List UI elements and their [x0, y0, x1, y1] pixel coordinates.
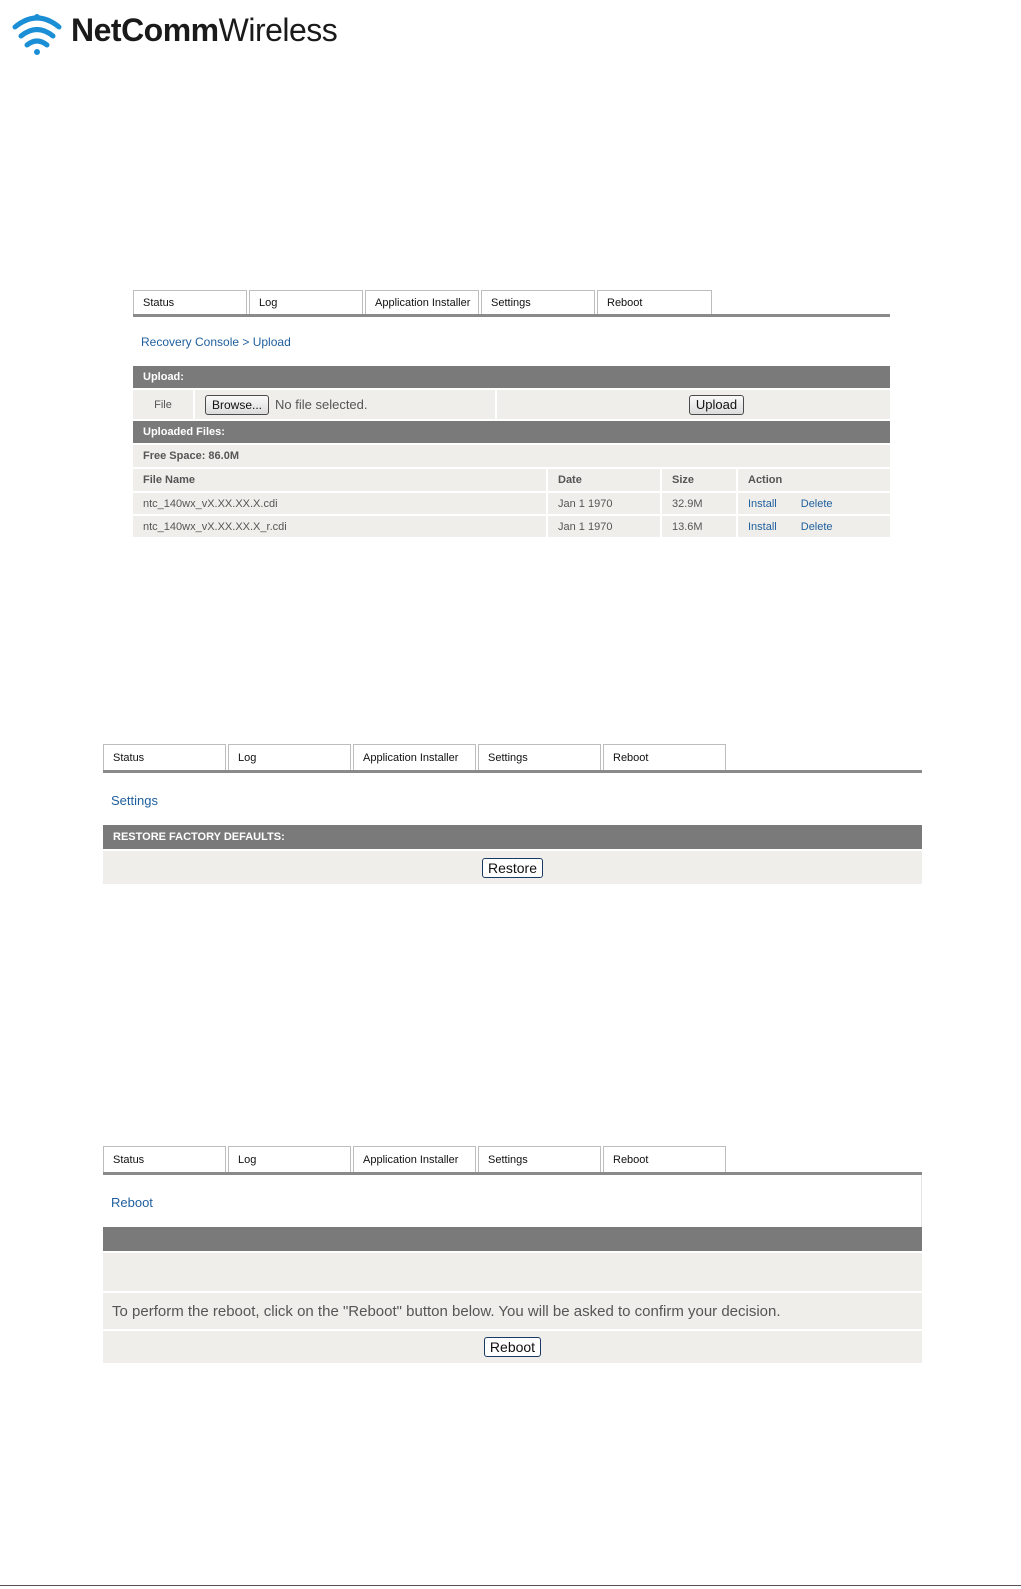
tab-reboot[interactable]: Reboot [603, 1146, 726, 1172]
install-link[interactable]: Install [748, 520, 777, 533]
tab-status[interactable]: Status [103, 1146, 226, 1172]
reboot-header [103, 1227, 922, 1251]
tab-log[interactable]: Log [249, 290, 363, 314]
bottom-divider [0, 1585, 1021, 1586]
breadcrumb[interactable]: Recovery Console > Upload [141, 335, 291, 349]
reboot-message-row [103, 1293, 922, 1329]
breadcrumb[interactable]: Reboot [111, 1195, 153, 1210]
upload-header: Upload: [133, 366, 890, 388]
restore-button[interactable]: Restore [482, 858, 543, 878]
restore-defaults-header: RESTORE FACTORY DEFAULTS: [103, 825, 922, 849]
date-cell: Jan 1 1970 [548, 516, 662, 537]
free-space-text: Free Space: 86.0M [143, 450, 239, 462]
file-name-cell: ntc_140wx_vX.XX.XX.X.cdi [133, 493, 548, 514]
size-cell: 13.6M [662, 516, 738, 537]
file-name-cell: ntc_140wx_vX.XX.XX.X_r.cdi [133, 516, 548, 537]
reboot-button[interactable]: Reboot [484, 1337, 541, 1357]
reboot-panel [103, 1146, 922, 1363]
install-link[interactable]: Install [748, 497, 777, 510]
table-row [133, 493, 890, 514]
tab-log[interactable]: Log [228, 1146, 351, 1172]
tab-reboot[interactable]: Reboot [603, 744, 726, 770]
col-size: Size [662, 469, 738, 491]
no-file-text: No file selected. [275, 397, 368, 412]
upload-button[interactable]: Upload [689, 395, 744, 415]
tab-status[interactable]: Status [133, 290, 247, 314]
delete-link[interactable]: Delete [800, 520, 833, 533]
reboot-button-row [103, 1331, 922, 1363]
tab-bar [103, 744, 922, 770]
delete-link[interactable]: Delete [800, 497, 833, 510]
tab-settings[interactable]: Settings [481, 290, 595, 314]
tab-application-installer[interactable]: Application Installer [353, 1146, 476, 1172]
file-label: File [133, 390, 195, 419]
tab-application-installer[interactable]: Application Installer [365, 290, 479, 314]
tab-application-installer[interactable]: Application Installer [353, 744, 476, 770]
tab-status[interactable]: Status [103, 744, 226, 770]
tab-bar [103, 1146, 922, 1172]
col-date: Date [548, 469, 662, 491]
restore-row [103, 851, 922, 884]
files-table-header [133, 469, 890, 491]
wifi-logo-icon [9, 5, 65, 55]
col-action: Action [748, 474, 783, 486]
col-file-name: File Name [133, 469, 548, 491]
upload-row [133, 390, 890, 419]
tab-reboot[interactable]: Reboot [597, 290, 712, 314]
upload-panel [133, 290, 890, 537]
size-cell: 32.9M [662, 493, 738, 514]
date-cell: Jan 1 1970 [548, 493, 662, 514]
tab-bar [133, 290, 890, 314]
reboot-blank-row [103, 1253, 922, 1291]
breadcrumb[interactable]: Settings [111, 793, 158, 808]
netcomm-logo [9, 5, 337, 55]
brand-name: NetCommWireless [71, 12, 338, 48]
tab-settings[interactable]: Settings [478, 744, 601, 770]
table-row [133, 516, 890, 537]
uploaded-files-header: Uploaded Files: [133, 421, 890, 443]
reboot-message: To perform the reboot, click on the "Reboot" button below. You will be asked to confirm your decision. [112, 1302, 781, 1320]
free-space-row [133, 445, 890, 467]
tab-log[interactable]: Log [228, 744, 351, 770]
browse-button[interactable]: Browse... [205, 395, 269, 415]
tab-settings[interactable]: Settings [478, 1146, 601, 1172]
settings-panel [103, 744, 922, 884]
